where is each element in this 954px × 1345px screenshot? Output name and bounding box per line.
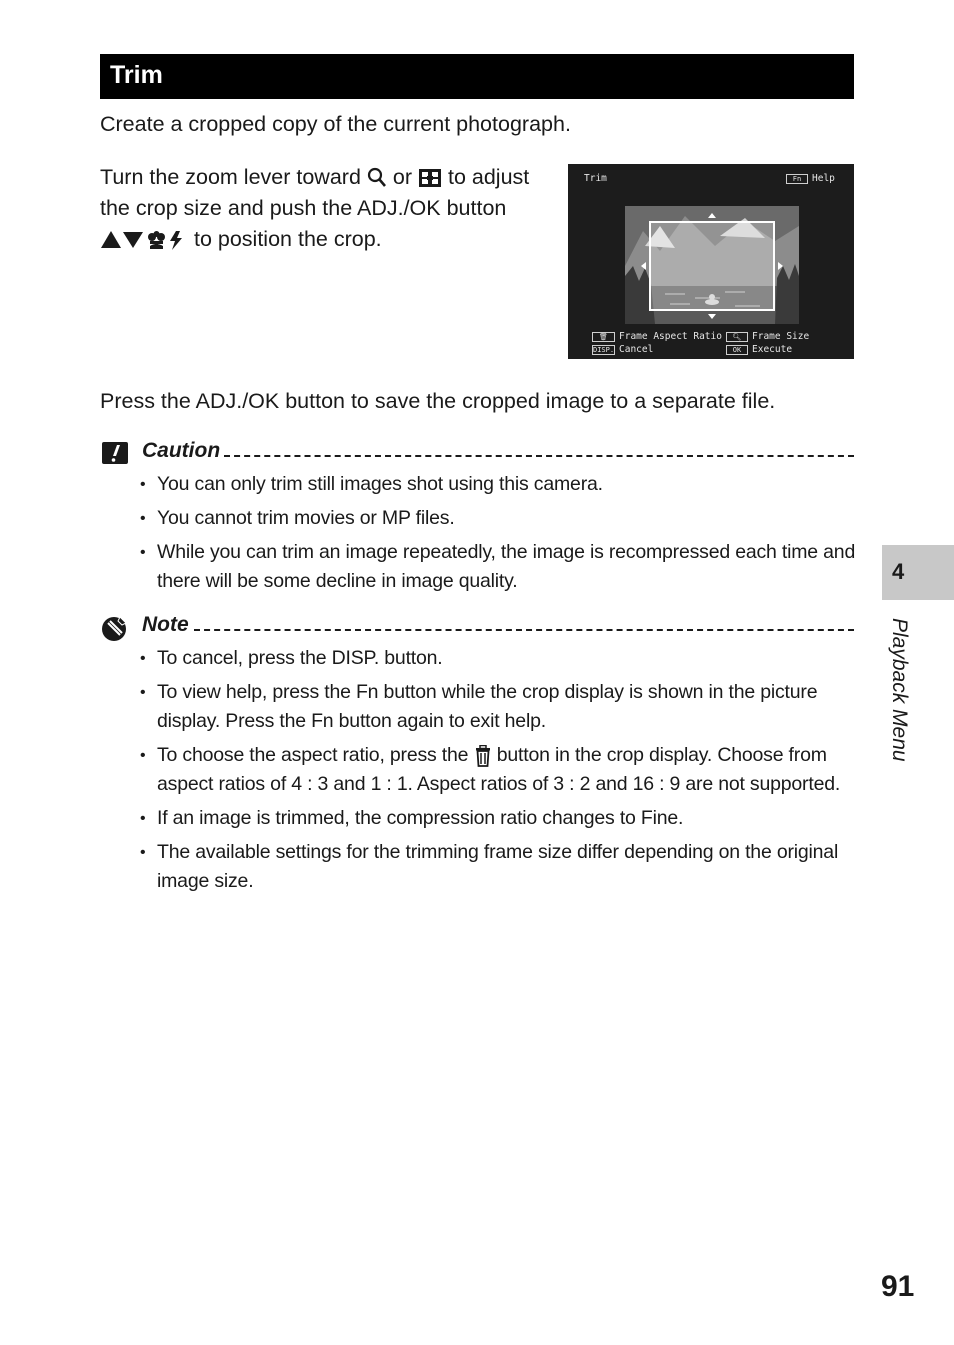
screen-title: Trim: [584, 173, 607, 184]
save-instruction: Press the ADJ./OK button to save the cropped image to a separate file.: [100, 389, 776, 413]
note-header: [100, 611, 854, 641]
note-divider: [194, 629, 854, 631]
camera-screen-illustration: [568, 164, 854, 359]
intro-text: Create a cropped copy of the current photograph.: [100, 112, 571, 136]
section-header: [100, 54, 854, 99]
note-list: [140, 644, 856, 901]
caution-list: [140, 470, 856, 601]
screen-frame-size: Frame Size: [752, 331, 810, 342]
screen-execute: Execute: [752, 344, 793, 355]
chapter-name: Playback Menu: [888, 618, 911, 762]
crop-preview-image: [625, 206, 799, 324]
thumbnail-grid-icon: [418, 168, 442, 188]
note-item: • To view help, press the Fn button while the crop display is shown in the picture display. Press the Fn button again to exit help.: [140, 678, 856, 736]
chapter-tab: [882, 545, 954, 600]
note-item: [140, 741, 856, 799]
disp-key-icon: DISP.: [593, 346, 615, 354]
caution-item: • You can only trim still images shot using this camera.: [140, 470, 856, 499]
ok-key-icon: OK: [726, 345, 748, 355]
note-item: • If an image is trimmed, the compression ratio changes to Fine.: [140, 804, 856, 833]
caution-item: • You cannot trim movies or MP files.: [140, 504, 856, 533]
note-item: • The available settings for the trimming frame size differ depending on the original image size.: [140, 838, 856, 896]
instruction-part3: to position the crop.: [193, 227, 382, 251]
caution-label: Caution: [142, 439, 221, 462]
chapter-number: 4: [892, 559, 905, 584]
zoom-key-icon: 🔍︎: [726, 332, 748, 342]
zoom-instruction: [100, 162, 560, 255]
note-item-text-before: To choose the aspect ratio, press the: [157, 744, 469, 766]
note-icon: [100, 613, 130, 648]
trash-icon: [474, 745, 492, 767]
caution-item: • While you can trim an image repeatedly, the image is recompressed each time and there will be some decline in image quality.: [140, 538, 856, 596]
instruction-part1: Turn the zoom lever toward: [100, 165, 361, 189]
instruction-part2: to adjust the crop size and push the ADJ./OK button: [100, 165, 530, 220]
magnify-icon: [367, 167, 387, 189]
note-label: Note: [142, 613, 189, 636]
caution-icon: [100, 439, 130, 472]
screen-help: Help: [812, 173, 835, 184]
instruction-or: or: [392, 165, 412, 189]
page-number: 91: [881, 1270, 915, 1303]
screen-frame-aspect-ratio: Frame Aspect Ratio: [619, 331, 722, 342]
note-item: • To cancel, press the DISP. button.: [140, 644, 856, 673]
trash-key-icon: 🗑︎: [592, 332, 615, 342]
caution-header: [100, 437, 854, 467]
direction-buttons-icon: [100, 229, 188, 251]
chapter-name-vertical: [883, 618, 913, 788]
screen-cancel: Cancel: [619, 344, 654, 355]
caution-divider: [224, 455, 854, 457]
fn-key-icon: Fn: [786, 174, 808, 184]
note-item-text-after: button in the crop display. Choose from aspect ratios of 4 : 3 and 1 : 1. Aspect ratios of 3 : 2 and 16 : 9 are not supported.: [157, 744, 841, 795]
section-title: Trim: [110, 61, 163, 89]
